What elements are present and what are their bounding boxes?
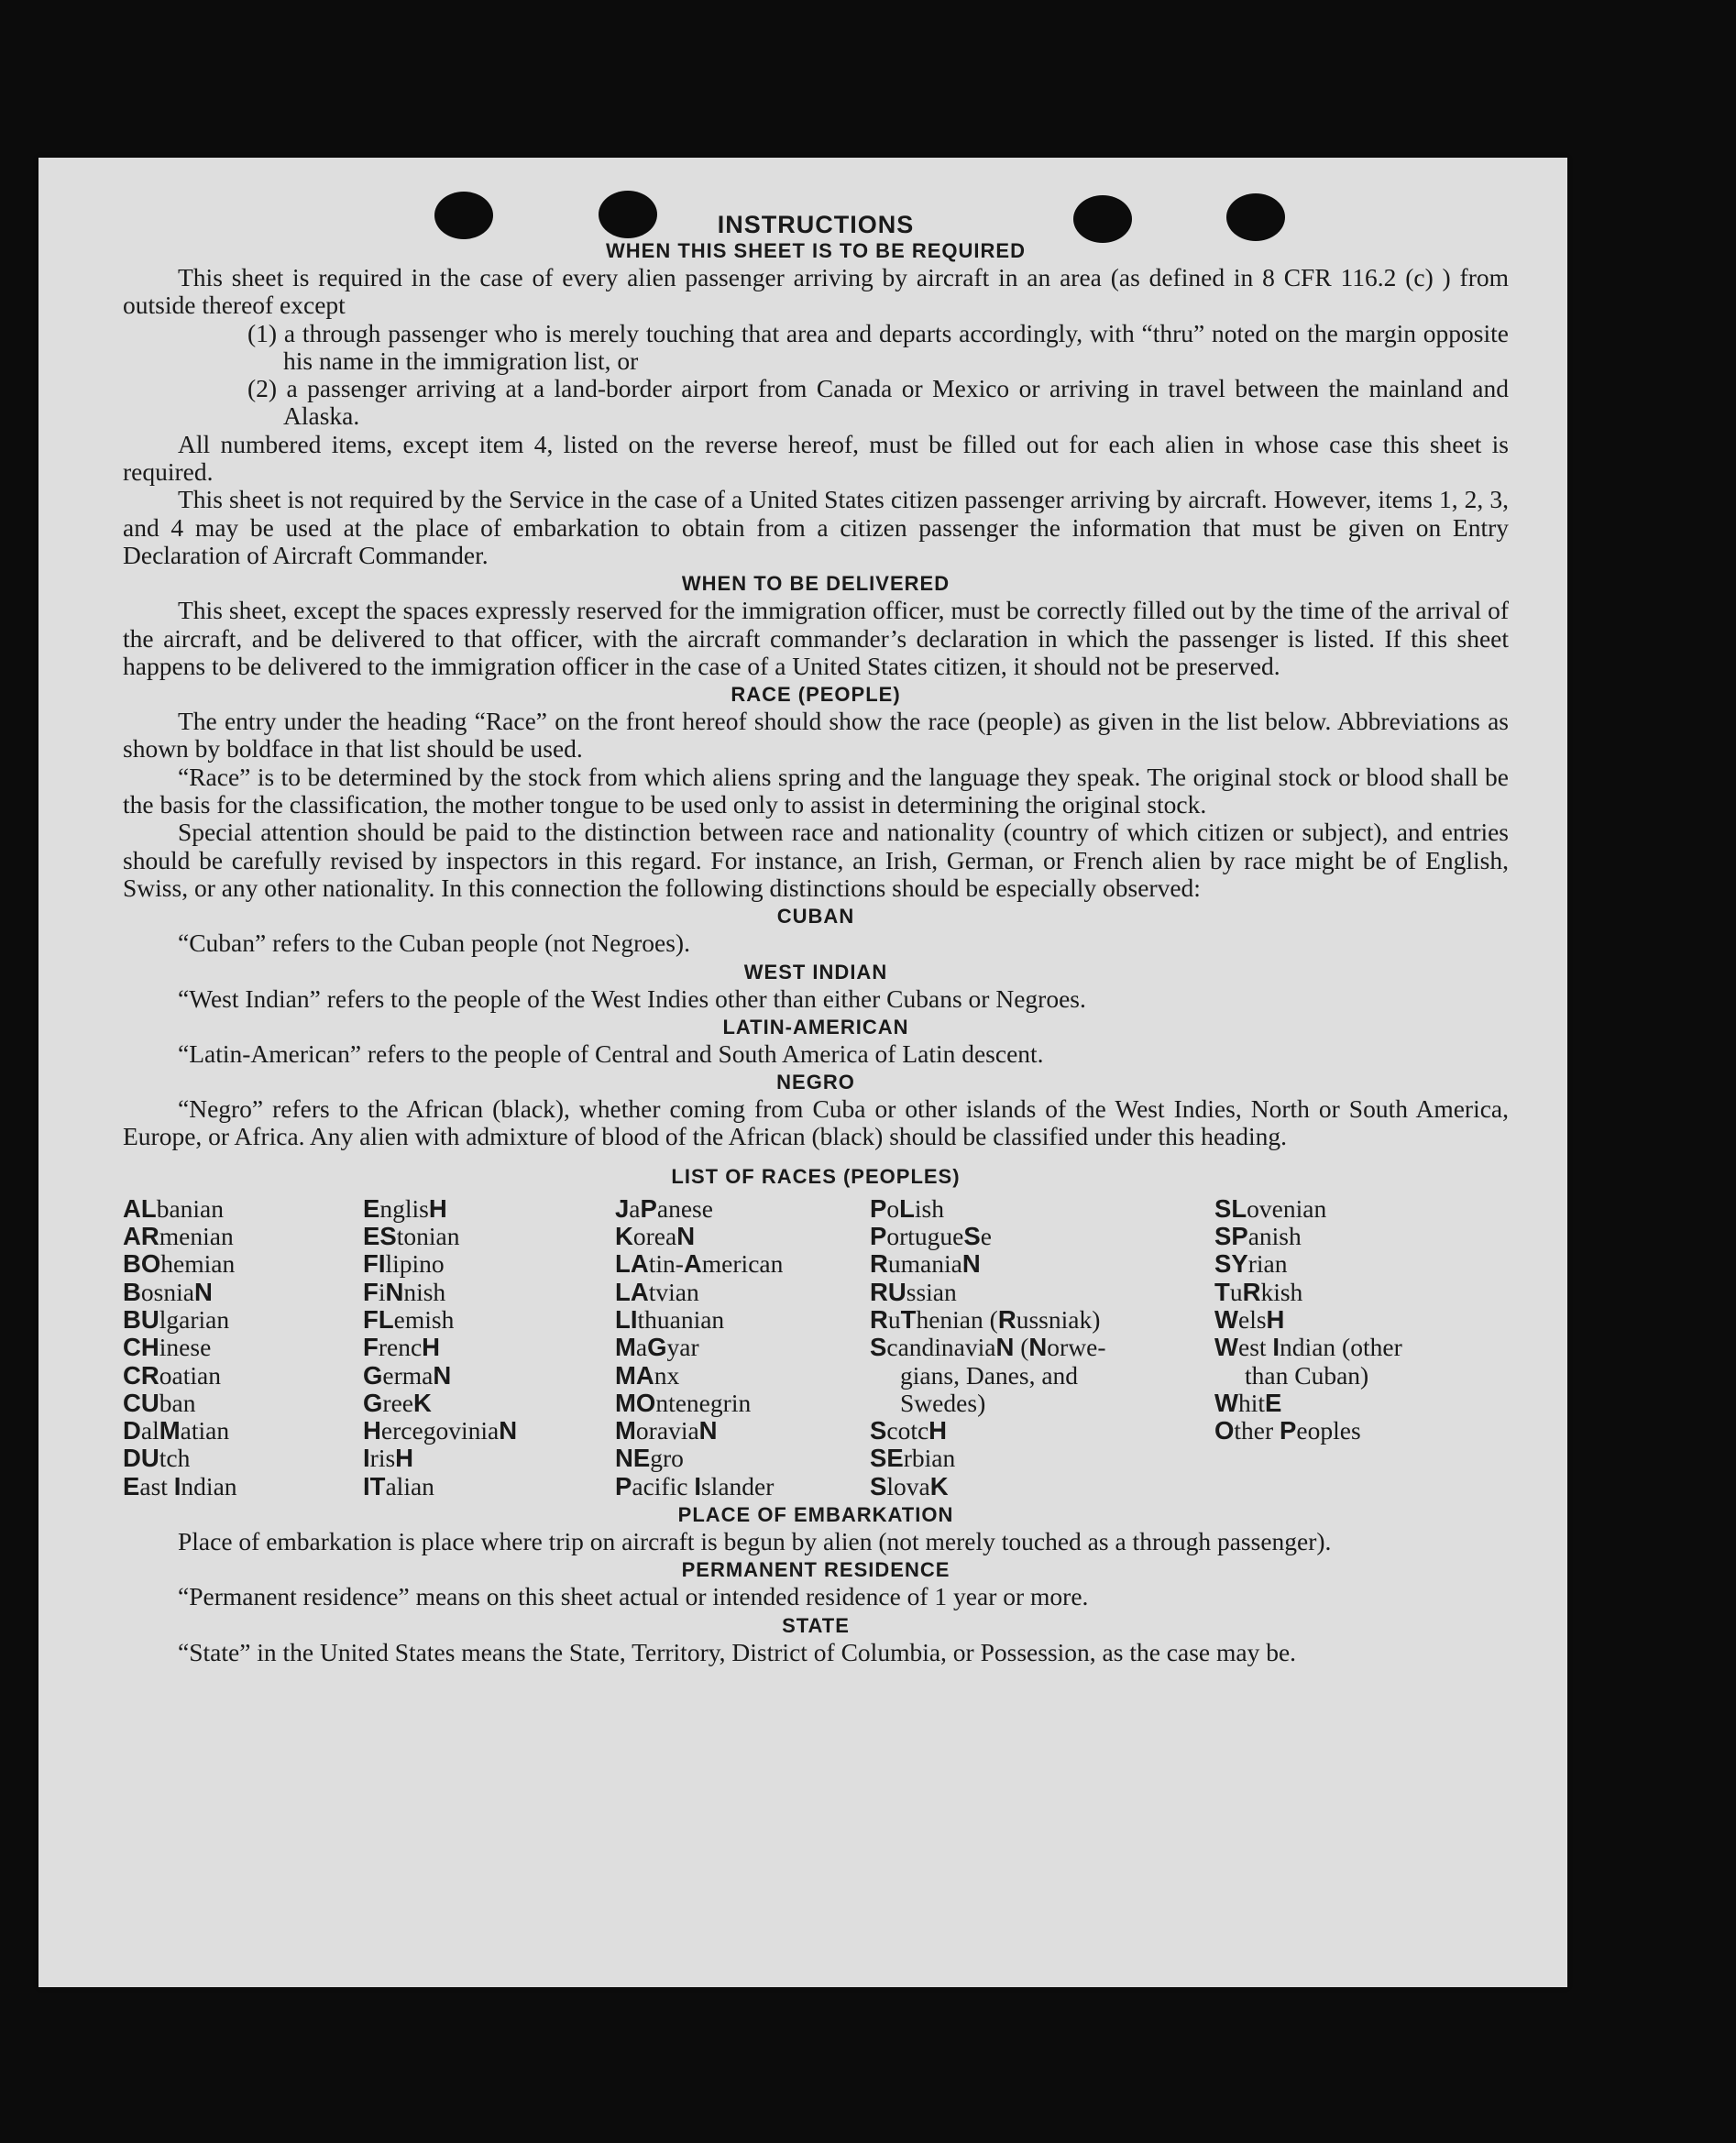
heading-negro: NEGRO	[776, 1071, 855, 1094]
races-column	[123, 1195, 363, 1500]
race-entry: ARmenian	[123, 1222, 234, 1251]
race-entry: SPanish	[1214, 1222, 1302, 1251]
race-entry: RUssian	[870, 1277, 957, 1306]
race-entry: SlovaK	[870, 1471, 949, 1500]
race-entry: BosniaN	[123, 1277, 213, 1306]
heading-state: STATE	[782, 1613, 850, 1637]
race-entry: SErbian	[870, 1444, 956, 1473]
race-entry: FLemish	[363, 1304, 455, 1334]
heading-embarkation: PLACE OF EMBARKATION	[677, 1502, 954, 1526]
race-entry: ScandinaviaN (Norwe-	[870, 1333, 1106, 1362]
heading-latin-american: LATIN-AMERICAN	[722, 1015, 909, 1039]
race-entry: than Cuban)	[1245, 1360, 1369, 1390]
race-entry: GreeK	[363, 1388, 432, 1417]
exception-item-2: (2) a passenger arriving at a land-border airport from Canada or Mexico or arriving in travel between the mainland and Alaska.	[247, 374, 1509, 431]
race-entry: JaPanese	[615, 1193, 713, 1223]
paragraph-embarkation: Place of embarkation is place where trip on aircraft is begun by alien (not merely touched as a through passenger).	[178, 1526, 1332, 1555]
races-column	[1214, 1195, 1489, 1500]
paragraph-residence: “Permanent residence” means on this sheet actual or intended residence of 1 year or more.	[178, 1582, 1089, 1611]
race-entry: NEgro	[615, 1444, 684, 1473]
races-column	[870, 1195, 1214, 1500]
race-entry: DalMatian	[123, 1416, 230, 1445]
race-entry: Swedes)	[900, 1388, 986, 1417]
paragraph-race-1: The entry under the heading “Race” on the front hereof should show the race (people) as given in the list below. Abbreviations as shown by boldface in that list should be used.	[123, 707, 1509, 764]
race-entry: SYrian	[1214, 1249, 1288, 1279]
paragraph-numbered-items: All numbered items, except item 4, listed on the reverse hereof, must be filled out for each alien in whose case this sheet is required.	[123, 429, 1509, 487]
race-entry: EStonian	[363, 1222, 460, 1251]
race-entry: Other Peoples	[1214, 1416, 1361, 1445]
paragraph-state: “State” in the United States means the State, Territory, District of Columbia, or Possession, as the case may be.	[178, 1637, 1297, 1666]
race-entry: Pacific Islander	[615, 1471, 775, 1500]
race-entry: BUlgarian	[123, 1304, 230, 1334]
race-entry: gians, Danes, and	[900, 1360, 1079, 1390]
race-entry: HercegoviniaN	[363, 1416, 518, 1445]
race-entry: BOhemian	[123, 1249, 236, 1279]
race-entry: CHinese	[123, 1333, 212, 1362]
race-entry: ALbanian	[123, 1193, 225, 1223]
heading-required: WHEN THIS SHEET IS TO BE REQUIRED	[606, 239, 1026, 262]
exception-item-1: (1) a through passenger who is merely touching that area and departs accordingly, with “thru” noted on the margin opposite his name in the immigration list, or	[247, 318, 1509, 375]
document-sheet	[38, 158, 1567, 1987]
instructions-content	[123, 209, 1509, 1666]
races-list	[123, 1195, 1509, 1500]
race-entry: TuRkish	[1214, 1277, 1303, 1306]
race-entry: PoLish	[870, 1193, 944, 1223]
heading-residence: PERMANENT RESIDENCE	[681, 1558, 950, 1582]
race-entry: LIthuanian	[615, 1304, 725, 1334]
paragraph-citizen: This sheet is not required by the Service in the case of a United States citizen passenger arriving by aircraft. However, items 1, 2, 3, and 4 may be used at the place of embarkation to obtain from a citizen passenger the information that must be given on Entry Declaration of Aircraft Commander.	[123, 485, 1509, 569]
heading-delivered: WHEN TO BE DELIVERED	[681, 572, 950, 596]
race-entry: FIlipino	[363, 1249, 445, 1279]
race-entry: RuThenian (Russniak)	[870, 1304, 1101, 1334]
paragraph-latin-american: “Latin-American” refers to the people of Central and South America of Latin descent.	[178, 1039, 1044, 1068]
race-entry: EnglisH	[363, 1193, 447, 1223]
race-entry: MOntenegrin	[615, 1388, 752, 1417]
races-column	[615, 1195, 870, 1500]
race-entry: KoreaN	[615, 1222, 696, 1251]
race-entry: FrencH	[363, 1333, 441, 1362]
race-entry: MoraviaN	[615, 1416, 718, 1445]
race-entry: West Indian (other	[1214, 1333, 1402, 1362]
paragraph-race-2: “Race” is to be determined by the stock from which aliens spring and the language they speak. The original stock or blood shall be the basis for the classification, the mother tongue to be used only to assist in determining the original stock.	[123, 762, 1509, 819]
heading-races-list: LIST OF RACES (PEOPLES)	[671, 1164, 961, 1188]
race-entry: CUban	[123, 1388, 196, 1417]
page-title: INSTRUCTIONS	[717, 211, 915, 238]
race-entry: RumaniaN	[870, 1249, 981, 1279]
races-column	[363, 1195, 615, 1500]
heading-cuban: CUBAN	[776, 905, 855, 929]
paragraph-negro: “Negro” refers to the African (black), whether coming from Cuba or other islands of the West Indies, North or South America, Europe, or Africa. Any alien with admixture of blood of the African (black) should be classified under this heading.	[123, 1094, 1509, 1151]
race-entry: GermaN	[363, 1360, 452, 1390]
paragraph-required-intro: This sheet is required in the case of every alien passenger arriving by aircraft in an area (as defined in 8 CFR 116.2 (c) ) from outside thereof except	[123, 263, 1509, 320]
race-entry: CRoatian	[123, 1360, 221, 1390]
race-entry: ScotcH	[870, 1416, 948, 1445]
race-entry: IrisH	[363, 1444, 414, 1473]
race-entry: MAnx	[615, 1360, 680, 1390]
race-entry: PortugueSe	[870, 1222, 992, 1251]
race-entry: WelsH	[1214, 1304, 1285, 1334]
paragraph-delivered: This sheet, except the spaces expressly reserved for the immigration officer, must be correctly filled out by the time of the arrival of the aircraft, and be delivered to that officer, with the aircraft commander’s declaration in which the passenger is listed. If this sheet happens to be delivered to the immigration officer in the case of a United States citizen, it should not be preserved.	[123, 596, 1509, 680]
race-entry: East Indian	[123, 1471, 237, 1500]
race-entry: FiNnish	[363, 1277, 446, 1306]
race-entry: SLovenian	[1214, 1193, 1327, 1223]
race-entry: LAtin-American	[615, 1249, 784, 1279]
paragraph-cuban: “Cuban” refers to the Cuban people (not Negroes).	[178, 929, 690, 958]
heading-race: RACE (PEOPLE)	[731, 683, 901, 707]
heading-west-indian: WEST INDIAN	[743, 960, 888, 984]
race-entry: ITalian	[363, 1471, 434, 1500]
race-entry: DUtch	[123, 1444, 191, 1473]
paragraph-west-indian: “West Indian” refers to the people of the West Indies other than either Cubans or Negroes.	[178, 984, 1086, 1013]
paragraph-race-3: Special attention should be paid to the distinction between race and nationality (country of which citizen or subject), and entries should be carefully revised by inspectors in this regard. For instance, an Irish, German, or French alien by race might be of English, Swiss, or any other nationality. In this connection the following distinctions should be especially observed:	[123, 818, 1509, 902]
race-entry: MaGyar	[615, 1333, 699, 1362]
race-entry: LAtvian	[615, 1277, 699, 1306]
race-entry: WhitE	[1214, 1388, 1282, 1417]
